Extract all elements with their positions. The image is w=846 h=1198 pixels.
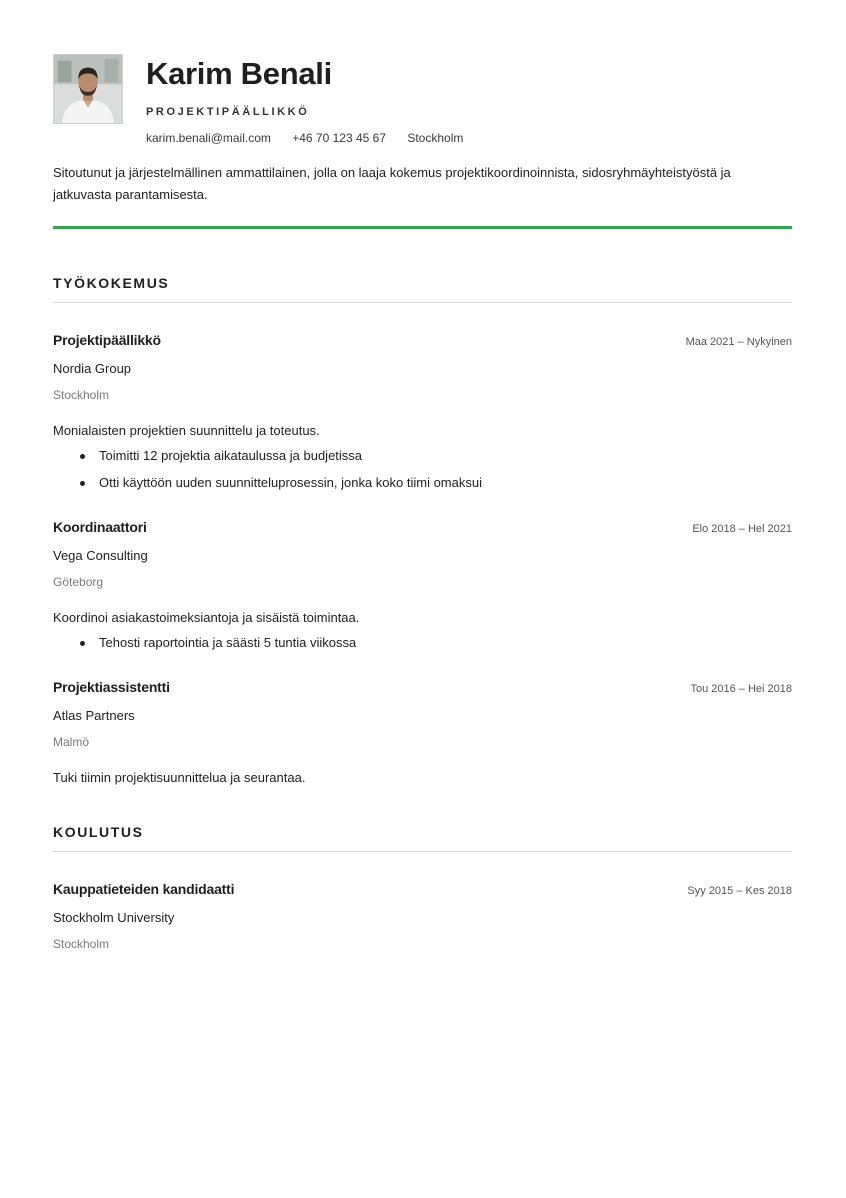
job-description: Tuki tiimin projektisuunnittelua ja seurantaa. bbox=[53, 770, 306, 785]
resume-page bbox=[53, 54, 792, 952]
experience-section bbox=[53, 274, 792, 787]
job-role: Projektiassistentti bbox=[53, 679, 170, 695]
job-description: Monialaisten projektien suunnittelu ja toteutus. bbox=[53, 423, 320, 438]
achievement-item: Otti käyttöön uuden suunnitteluprosessin, jonka koko tiimi omaksui bbox=[53, 474, 792, 492]
job-company: Nordia Group bbox=[53, 361, 132, 376]
job-location: Stockholm bbox=[53, 388, 110, 402]
education-section bbox=[53, 823, 792, 952]
job-entry-header bbox=[53, 517, 792, 537]
job-dates: Tou 2016 – Hei 2018 bbox=[690, 683, 792, 695]
profile-summary: Sitoutunut ja järjestelmällinen ammattilainen, jolla on laaja kokemus projektikoordinoinnista, sidosryhmäyhteistyöstä ja jatkuvasta parantamisesta. bbox=[53, 165, 731, 202]
achievement-item: Tehosti raportointia ja säästi 5 tuntia viikossa bbox=[53, 634, 792, 652]
education-entry-header bbox=[53, 879, 792, 899]
identity-block bbox=[146, 54, 463, 146]
section-heading-education: KOULUTUS bbox=[53, 824, 144, 840]
education-dates: Syy 2015 – Kes 2018 bbox=[687, 885, 792, 897]
resume-header bbox=[53, 54, 792, 150]
job-achievements bbox=[53, 447, 792, 492]
contact-email[interactable]: karim.benali@mail.com bbox=[146, 131, 271, 145]
profile-photo-image bbox=[54, 55, 122, 123]
education-entry bbox=[53, 879, 792, 952]
job-location: Göteborg bbox=[53, 575, 104, 589]
contact-phone[interactable]: +46 70 123 45 67 bbox=[292, 131, 386, 145]
job-dates: Maa 2021 – Nykyinen bbox=[685, 336, 792, 348]
job-entry-header bbox=[53, 677, 792, 697]
education-degree: Kauppatieteiden kandidaatti bbox=[53, 881, 235, 897]
job-location: Malmö bbox=[53, 735, 90, 749]
achievement-item: Toimitti 12 projektia aikataulussa ja budjetissa bbox=[53, 447, 792, 465]
job-entry bbox=[53, 330, 792, 492]
section-heading-experience: TYÖKOKEMUS bbox=[53, 275, 170, 291]
job-entry bbox=[53, 677, 792, 787]
education-school: Stockholm University bbox=[53, 910, 175, 925]
job-company: Atlas Partners bbox=[53, 708, 135, 723]
job-entry-header bbox=[53, 330, 792, 350]
contact-line bbox=[146, 130, 463, 146]
education-location: Stockholm bbox=[53, 937, 110, 951]
section-divider bbox=[53, 851, 792, 852]
job-achievements bbox=[53, 634, 792, 652]
job-role: Koordinaattori bbox=[53, 519, 147, 535]
accent-divider bbox=[53, 226, 792, 229]
job-dates: Elo 2018 – Hel 2021 bbox=[692, 523, 792, 535]
job-role: Projektipäällikkö bbox=[53, 332, 161, 348]
job-description: Koordinoi asiakastoimeksiantoja ja sisäistä toimintaa. bbox=[53, 610, 360, 625]
profile-photo bbox=[53, 54, 123, 124]
job-company: Vega Consulting bbox=[53, 548, 148, 563]
candidate-name: Karim Benali bbox=[146, 56, 332, 91]
contact-city: Stockholm bbox=[407, 131, 464, 145]
job-title: PROJEKTIPÄÄLLIKKÖ bbox=[146, 106, 310, 118]
job-entry bbox=[53, 517, 792, 652]
section-divider bbox=[53, 302, 792, 303]
